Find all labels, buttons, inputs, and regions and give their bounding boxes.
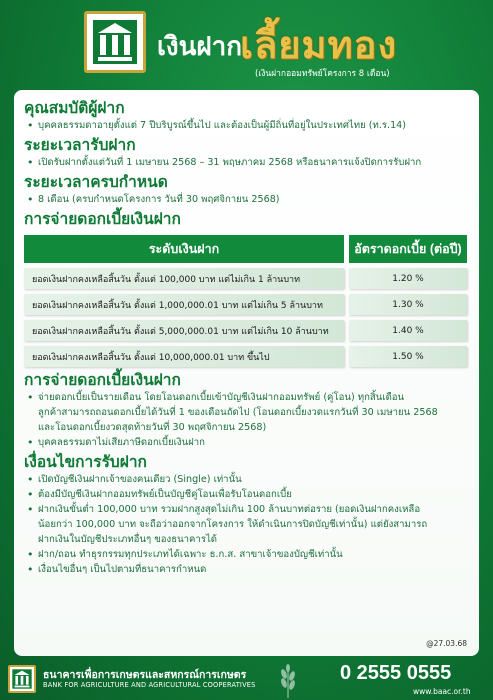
interest-payment-line: ลูกค้าสามารถถอนดอกเบี้ยได้วันที่ 1 ของเดือนถัดไป (โอนดอกเบี้ยงวดแรกวันที่ 30 เมษายน 2568 [38, 407, 438, 418]
qualification-title: คุณสมบัติผู้ฝาก [24, 100, 125, 117]
wheat-icon [268, 664, 308, 698]
baac-logo [84, 11, 146, 73]
condition-bullet: • เปิดบัญชีเงินฝากเจ้าของคนเดียว (Single) เท่านั้น [24, 472, 469, 487]
document-code: @27.03.68 [426, 639, 467, 648]
table-row [24, 320, 469, 341]
condition-line: ฝากเงินในบัญชีประเภทอื่นๆ ของธนาคารได้ [38, 534, 218, 545]
interest-payment-line: • จ่ายดอกเบี้ยเป็นรายเดือน โดยโอนดอกเบี้ยเข้าบัญชีเงินฝากออมทรัพย์ (คู่โอน) ทุกสิ้นเดือน [38, 392, 405, 403]
header-title-gold: เลี้ยมทอง [240, 25, 398, 67]
interest-rate-cell: 1.40 % [349, 320, 467, 341]
condition-bullet [24, 502, 469, 547]
tax-exempt-bullet: • บุคคลธรรมดาไม่เสียภาษีดอกเบี้ยเงินฝาก [24, 435, 469, 450]
interest-rate-table [24, 235, 469, 367]
header [0, 0, 493, 90]
footer [0, 660, 493, 700]
maturity-title: ระยะเวลาครบกำหนด [24, 174, 168, 191]
website-link[interactable]: www.baac.or.th [413, 687, 471, 696]
deposit-level-cell: ยอดเงินฝากคงเหลือสิ้นวัน ตั้งแต่ 10,000,000.01 บาท ขึ้นไป [24, 346, 344, 367]
conditions-title: เงื่อนไขการรับฝาก [24, 454, 147, 471]
interest-rate-cell: 1.20 % [349, 268, 467, 289]
interest-rate-cell: 1.30 % [349, 294, 467, 315]
condition-bullet: • เงื่อนไขอื่นๆ เป็นไปตามที่ธนาคารกำหนด [24, 562, 469, 577]
header-title: เงินฝาก [157, 31, 242, 61]
info-card [14, 90, 479, 656]
condition-bullet: • ฝาก/ถอน ทำธุรกรรมทุกประเภทได้เฉพาะ ธ.ก.ส. สาขาเจ้าของบัญชีเท่านั้น [24, 547, 469, 562]
deposit-level-cell: ยอดเงินฝากคงเหลือสิ้นวัน ตั้งแต่ 1,000,000.01 บาท แต่ไม่เกิน 5 ล้านบาท [24, 294, 344, 315]
col-interest-rate: อัตราดอกเบี้ย (ต่อปี) [349, 235, 467, 263]
deposit-period-bullet: • เปิดรับฝากตั้งแต่วันที่ 1 เมษายน 2568 – 31 พฤษภาคม 2568 หรือธนาคารแจ้งปิดการรับฝาก [24, 155, 469, 170]
condition-line: • ฝากเงินขั้นต่ำ 100,000 บาท รวมฝากสูงสุดไม่เกิน 100 ล้านบาทต่อราย (ยอดเงินฝากคงเหลือ [38, 504, 421, 515]
qualification-bullet: • บุคคลธรรมดาอายุตั้งแต่ 7 ปีบริบูรณ์ขึ้นไป และต้องเป็นผู้มีถิ่นที่อยู่ในประเทศไทย (ท.ร.14) [24, 118, 469, 133]
baac-logo-icon [11, 668, 33, 690]
footer-logo [8, 665, 36, 693]
table-row [24, 268, 469, 289]
deposit-level-cell: ยอดเงินฝากคงเหลือสิ้นวัน ตั้งแต่ 100,000 บาท แต่ไม่เกิน 1 ล้านบาท [24, 268, 344, 289]
table-row [24, 346, 469, 367]
interest-payment-title: การจ่ายดอกเบี้ยเงินฝาก [24, 372, 181, 389]
interest-rate-cell: 1.50 % [349, 346, 467, 367]
deposit-period-title: ระยะเวลารับฝาก [24, 137, 136, 154]
col-deposit-level: ระดับเงินฝาก [24, 235, 344, 263]
rate-table-header [24, 235, 469, 263]
condition-line: น้อยกว่า 100,000 บาท จะถือว่าออกจากโครงการ ให้ดำเนินการปิดบัญชีเท่านั้น) แต่ยังสามารถ [38, 519, 428, 530]
interest-rates-title: การจ่ายดอกเบี้ยเงินฝาก [24, 211, 181, 228]
bank-name-thai: ธนาคารเพื่อการเกษตรและสหกรณ์การเกษตร [43, 669, 247, 681]
condition-bullet: • ต้องมีบัญชีเงินฝากออมทรัพย์เป็นบัญชีคู่โอนเพื่อรับโอนดอกเบี้ย [24, 487, 469, 502]
interest-payment-bullet [24, 390, 469, 435]
contact-phone[interactable]: 0 2555 0555 [340, 662, 452, 684]
deposit-level-cell: ยอดเงินฝากคงเหลือสิ้นวัน ตั้งแต่ 5,000,000.01 บาท แต่ไม่เกิน 10 ล้านบาท [24, 320, 344, 341]
maturity-bullet: • 8 เดือน (ครบกำหนดโครงการ วันที่ 30 พฤศจิกายน 2568) [24, 192, 469, 207]
table-row [24, 294, 469, 315]
baac-logo-icon [90, 17, 140, 67]
bank-name-english: BANK FOR AGRICULTURE AND AGRICULTURAL COOPERATIVES [43, 681, 256, 689]
interest-payment-line: และโอนดอกเบี้ยงวดสุดท้ายวันที่ 30 พฤศจิกายน 2568) [38, 422, 267, 433]
header-subtitle: (เงินฝากออมทรัพย์โครงการ 8 เดือน) [255, 69, 390, 79]
